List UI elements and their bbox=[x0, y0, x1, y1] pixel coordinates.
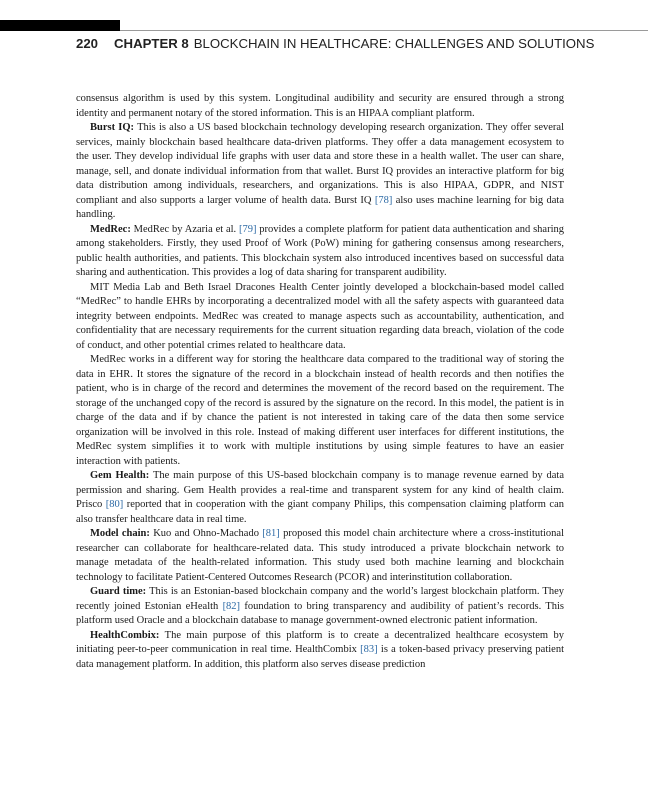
term-healthcombix: HealthCombix: bbox=[90, 629, 160, 641]
term-gem-health: Gem Health: bbox=[90, 470, 150, 481]
citation-80[interactable]: [80] bbox=[105, 499, 124, 510]
term-guard-time: Guard time: bbox=[90, 586, 147, 597]
paragraph-mit-medrec bbox=[76, 281, 564, 354]
paragraph-text: reported that in cooperation with the giant company Philips, this compensation claiming platform can also transfer healthcare data in real time. bbox=[76, 499, 565, 525]
citation-82[interactable]: [82] bbox=[222, 600, 241, 612]
citation-81[interactable]: [81] bbox=[262, 528, 280, 539]
running-head bbox=[76, 36, 595, 51]
paragraph-text: MedRec works in a different way for storing the healthcare data compared to the traditional way of storing the data in EHR. It stores the signature of the record in a blockchain instead of health records and then notifies the patient, who is in charge of the record and determines the movement of the record based on the requirement. The storage of the unchanged copy of the record is assured by the signature on the record. In this model, the patient is in charge of the data and if by chance the patient is not interested in taking care of the data then some service organization will be involved in this role. Instead of making different user interfaces for different institutions, the MedRec system simplifies it to work with multiple institutions by using simple features to have an easier interaction with patients. bbox=[76, 354, 564, 467]
body-text bbox=[76, 92, 564, 672]
term-model-chain: Model chain: bbox=[90, 528, 150, 539]
paragraph-text: The main purpose of this platform is to create a decentralized healthcare ecosystem by initiating peer-to-peer communication in real time. HealthCombix bbox=[76, 629, 564, 655]
paragraph-text: MedRec by Azaria et al. bbox=[130, 223, 239, 235]
paragraph-text: also uses machine learning for big data handling. bbox=[76, 194, 564, 220]
paragraph-burst-iq bbox=[76, 121, 564, 223]
chapter-title: BLOCKCHAIN IN HEALTHCARE: CHALLENGES AND SOLUTIONS bbox=[193, 36, 595, 51]
header-rule bbox=[120, 30, 648, 31]
paragraph-text: This is an Estonian-based blockchain company and the world’s largest blockchain platform. They recently joined Estonian eHealth bbox=[76, 586, 564, 612]
paragraph-text: Kuo and Ohno-Machado bbox=[149, 528, 263, 539]
paragraph-text: MIT Media Lab and Beth Israel Dracones Health Center jointly developed a blockchain-based model called “MedRec” to handle EHRs by incorporating a decentralized model with all the safety aspects with guaranteed data integrity between endpoints. MedRec was created to manage aspects such as accountability, authentication, and confidentiality that are necessary requirements for the current situation regarding data breach, violation of the code of conduct, and other potential crimes related to healthcare data. bbox=[76, 281, 564, 351]
term-medrec: MedRec: bbox=[90, 223, 131, 235]
paragraph-text: provides a complete platform for patient data authentication and sharing among stakeholders. Firstly, they used Proof of Work (PoW) mining for gathering consensus among researchers, public health authorities, and patients. This blockchain system also introduced incentives based on successful data sharing and authentication. This provides a log of data sharing for transparent audibility. bbox=[76, 223, 564, 278]
paragraph-text: is a token-based privacy preserving patient data management platform. In addition, this platform also serves disease prediction bbox=[76, 644, 564, 670]
paragraph-text: consensus algorithm is used by this system. Longitudinal audibility and security are ensured through a strong identity and permanent notary of the stored information. This is an HIPAA compliant platform. bbox=[76, 93, 564, 119]
paragraph-gem-health bbox=[76, 469, 564, 527]
paragraph-text: The main purpose of this US-based blockchain company is to manage revenue earned by data permission and sharing. Gem Health provides a real-time and transparent system for any kind of health claim. Prisco bbox=[76, 470, 565, 510]
paragraph-guard-time bbox=[76, 585, 564, 629]
citation-79[interactable]: [79] bbox=[238, 223, 257, 235]
paragraph-medrec bbox=[76, 223, 564, 281]
paragraph-medrec-storage bbox=[76, 353, 564, 469]
paragraph-model-chain bbox=[76, 527, 564, 585]
term-burst-iq: Burst IQ: bbox=[90, 122, 135, 133]
paragraph-text: proposed this model chain architecture where a cross-institutional researcher can collaborate for healthcare-related data. This study introduced a private blockchain network to manage metadata of the health-related information. This study used both machine learning and blockchain technology to facilitate Patient-Centered Outcomes Research (PCOR) and interinstitution collaboration. bbox=[76, 528, 564, 583]
paragraph-text: foundation to bring transparency and audibility of patient’s records. This platform used Oracle and a blockchain database to manage government-owned electronic patient information. bbox=[76, 600, 565, 626]
paragraph-continuation bbox=[76, 92, 564, 121]
citation-78[interactable]: [78] bbox=[374, 194, 393, 206]
paragraph-healthcombix bbox=[76, 629, 564, 673]
paragraph-text: This is also a US based blockchain technology developing research organization. They offer several services, mainly blockchain based healthcare data-driven platforms. They offer a data management ecosystem to the user. They develop individual life graphs with user data and store these in a health wallet. The user can share, manage, sell, and donate individual information from that wallet. Burst IQ provides an interactive platform for big data distribution among individuals, researchers, and organizations. This is also HIPAA, GDPR, and NIST compliant and also supports a larger volume of health data. Burst IQ bbox=[76, 122, 564, 206]
header-black-bar bbox=[0, 20, 120, 31]
citation-83[interactable]: [83] bbox=[360, 644, 378, 655]
page-number: 220 bbox=[76, 36, 99, 51]
chapter-label: CHAPTER 8 bbox=[114, 36, 189, 51]
